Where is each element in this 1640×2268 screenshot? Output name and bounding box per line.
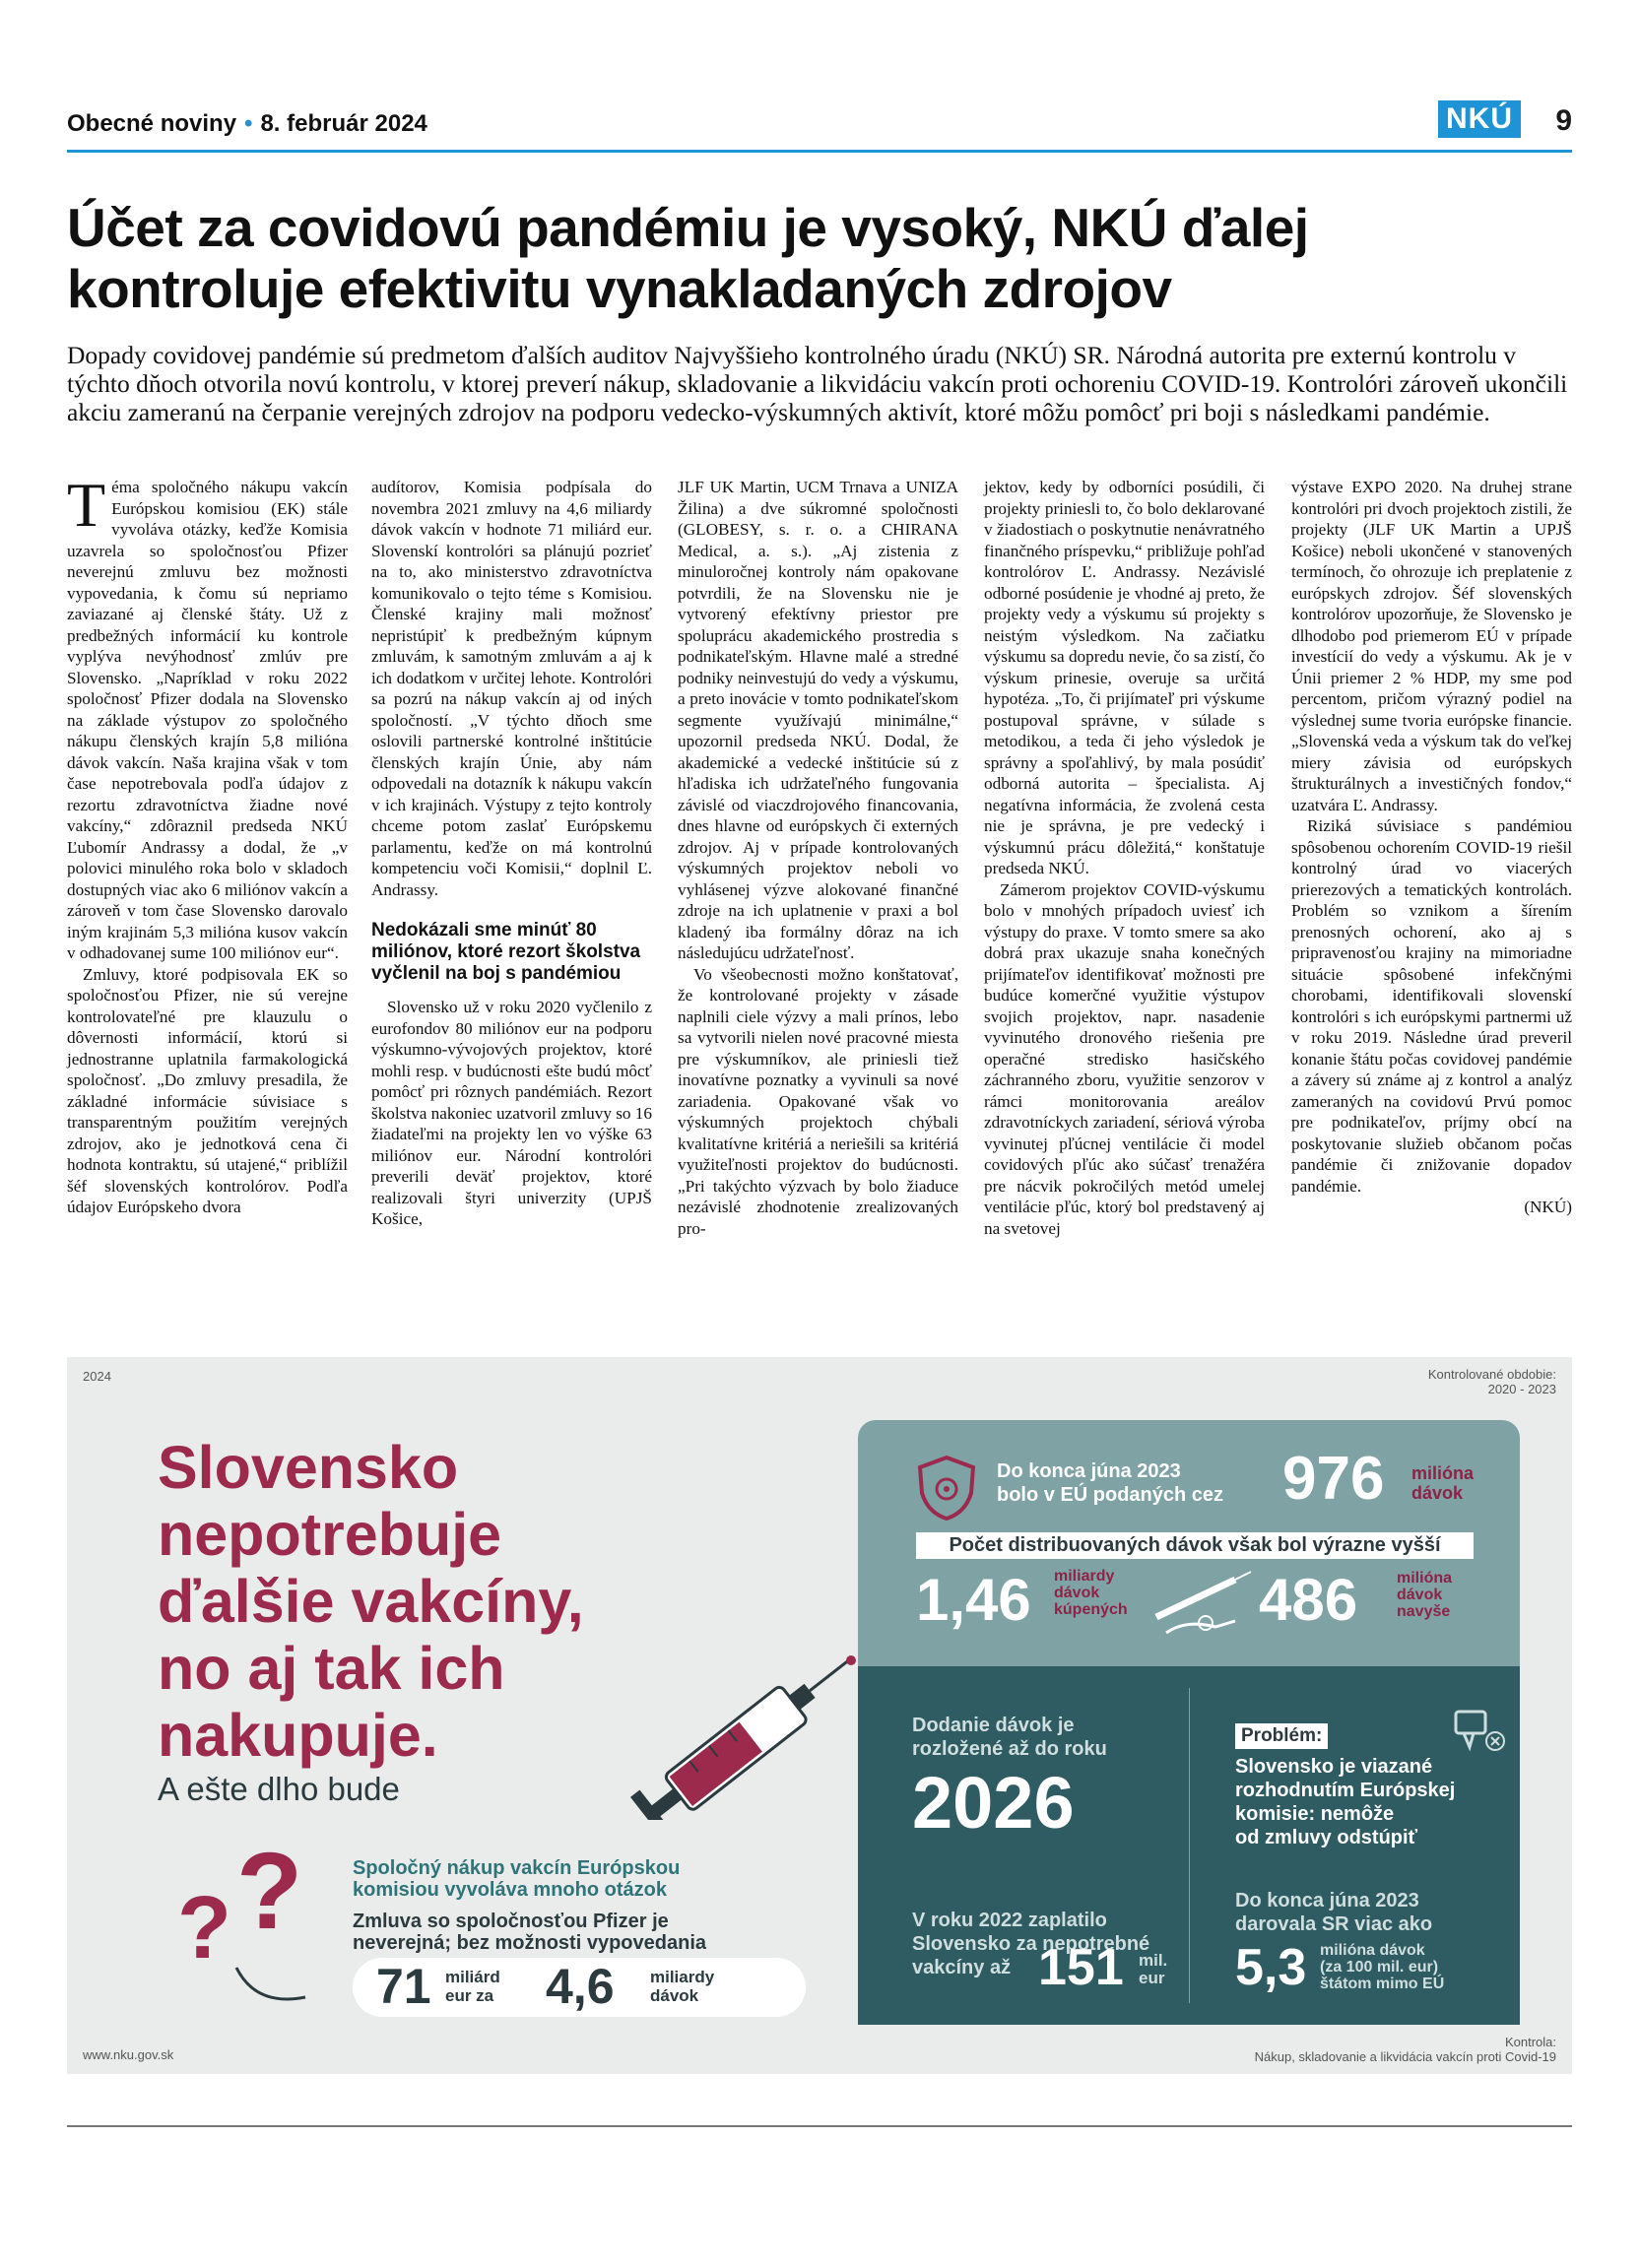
publication-line xyxy=(67,110,427,138)
question-marks-icon xyxy=(177,1849,335,2007)
eu-doses-text: Do konca júna 2023 bolo v EÚ podaných cez xyxy=(997,1460,1224,1506)
infographic-title: Slovensko nepotrebuje ďalšie vakcíny, no aj tak ich nakupuje. xyxy=(158,1434,584,1769)
paragraph: Zmluvy, ktoré podpisovala EK so spoločnosťou Pfizer, nie sú verejne kontrolovateľné pre klauzulu o dôvernosti informácií, ktorú si jednostranne uplatnila farmakologická spoločnosť. „Do zmluvy presadila, že základné informácie súvisiace s transparentným použitím verejných zdrojov, ako je jednotková cena či hodnota kontraktu, sú utajené,“ priblížil šéf slovenských kontrolórov. Podľa údajov Európskeho dvora xyxy=(67,964,348,1216)
bought-unit: miliardy dávok kúpených xyxy=(1054,1568,1128,1618)
control-period: Kontrolované obdobie: 2020 - 2023 xyxy=(1427,1367,1556,1396)
publication-name: Obecné noviny xyxy=(67,110,237,137)
headline-line-1: Účet za covidovú pandémiu je vysoký, NKÚ ďalej xyxy=(67,197,1309,258)
amount-71: 71 xyxy=(376,1959,431,2014)
column-3 xyxy=(678,477,958,1239)
common-purchase-heading: Spoločný nákup vakcín Európskou komisiou vyvoláva mnoho otázok xyxy=(353,1857,681,1901)
bought-146: 1,46 xyxy=(916,1567,1031,1633)
section-subhead: Nedokázali sme minúť 80 miliónov, ktoré rezort školstva vyčlenil na boj s pandémiou xyxy=(371,920,641,984)
nku-website: www.nku.gov.sk xyxy=(83,2047,174,2062)
amount-46-unit: miliardy dávok xyxy=(650,1968,715,2005)
page-number: 9 xyxy=(1555,104,1572,137)
article-body xyxy=(67,470,1572,1339)
donated-53: 5,3 xyxy=(1235,1939,1307,1996)
column-5 xyxy=(1291,477,1572,1218)
control-name: Kontrola: Nákup, skladovanie a likvidácia vakcín proti Covid-19 xyxy=(1254,2035,1556,2064)
svg-text:?: ? xyxy=(236,1849,303,1952)
eu-doses-976: 976 xyxy=(1282,1445,1385,1513)
infographic-subtitle: A ešte dlho bude xyxy=(158,1771,400,1807)
paragraph: JLF UK Martin, UCM Trnava a UNIZA Žilina) a dve súkromné spoločnosti (GLOBESY, s. r. o. a CHIRANA Medical, a. s.). „Aj zistenia z minuloročnej kontroly nám opakovane potvrdili, že na Slovensku nie je vytvorený efektívny priestor pre spoluprácu akademického prostredia s podnikateľským. Hlavne malé a stredné podniky neinvestujú do vedy a výskumu, a preto inovácie v tomto podnikateľskom segmente využívajú minimálne,“ upozornil predseda NKÚ. Dodal, že akademické a vedecké inštitúcie sú z hľadiska ich udržateľného fungovania závislé od viaczdrojového financovania, dnes hlavne od európskych či externých zdrojov. Aj v prípade kontrolovaných výskumných projektov neboli vo vyhlásenej výzve alokované finančné zdroje na ich uplatnenie v praxi a bol kladený iba formálny dôraz na ich následujúcu udržateľnosť. xyxy=(678,478,958,962)
paragraph: Slovensko už v roku 2020 vyčlenilo z eurofondov 80 miliónov eur na podporu výskumno-vývojových projektov, ktoré mohli resp. v budúcnosti ešte budú môcť pomôcť pri rôznych pandémiách. Rezort školstva nakoniec uzatvoril zmluvy so 16 žiadateľmi na projekty len vo výške 63 miliónov eur. Národní kontrolóri preverili deväť projektov, ktoré realizovali štyri univerzity (UPJŠ Košice, xyxy=(371,998,652,1228)
column-1 xyxy=(67,470,348,1218)
syringe-hand-icon xyxy=(1147,1568,1255,1637)
article-signature: (NKÚ) xyxy=(1524,1198,1572,1216)
problem-text: Slovensko je viazané rozhodnutím Európskej komisie: nemôže od zmluvy odstúpiť xyxy=(1235,1756,1456,1848)
paragraph: výstave EXPO 2020. Na druhej strane kontrolóri pri dvoch projektoch zistili, že projekty (JLF UK Martin a UPJŠ Košice) neboli ukončené v stanovených termínoch, čo ohrozuje ich preplatenie z európskych zdrojov. Šéf slovenských kontrolórov upozorňuje, že Slovensko je dlhodobo pod priemerom EÚ v prípade investícií do vedy a výskumu. Ak je v Únii priemer 2 % HDP, my sme pod percentom, pričom výrazný podiel na výslednej sume tvoria európske financie. „Slovenská veda a výskum tak do veľkej miery závisia od európskych štrukturálnych a investičných fondov,“ uzatvára Ľ. Andrassy. xyxy=(1291,478,1572,814)
pfizer-contract-note: Zmluva so spoločnosťou Pfizer je neverejná; bez možnosti vypovedania xyxy=(353,1911,706,1954)
shield-virus-icon xyxy=(912,1454,981,1523)
problem-label: Problém: xyxy=(1235,1723,1328,1749)
nku-logo: NKÚ xyxy=(1438,100,1521,138)
distributed-heading: Počet distribuovaných dávok však bol výrazne vyšší xyxy=(916,1532,1474,1559)
paragraph: jektov, kedy by odborníci posúdili, či projekty priniesli to, čo bolo deklarované v žiadostiach o poskytnutie nenávratného finančného príspevku,“ približuje pohľad kontrolórov Ľ. Andrassy. Nezávislé odborné posúdenie je vhodné aj preto, že projekty vedy a výskumu sú projekty s neistým výsledkom. Na začiatku výskumu sa dopredu nevie, čo sa zistí, čo výskum prinesie, overuje sa určitá hypotéza. „To, či prijímateľ pri výskume postupoval správne, v súlade s metodikou, a teda či jeho výsledok je správny a spoľahlivý, by mala posúdiť odborná autorita – špecialista. Aj negatívna informácia, že zvolená cesta nie je správna, je pre vedecký i výskumnú prácu dôležitá,“ konštatuje predseda NKÚ. xyxy=(984,478,1265,877)
paragraph: audítorov, Komisia podpísala do novembra 2021 zmluvy na 4,6 miliardy dávok vakcín v hodnote 71 miliárd eur. Slovenskí kontrolóri sa plánujú pozrieť na to, ako ministerstvo zdravotníctva komunikovalo o tejto téme s Komisiou. Členské krajiny mali možnosť nepristúpiť k predbežným kúpnym zmluvám, k samotným zmluvám a aj k ich dodatkom v určitej lehote. Kontrolóri sa pozrú na nákup vakcín aj od iných spoločností. „V týchto dňoch sme oslovili partnerské kontrolné inštitúcie členských krajín Únie, aby nám odpovedali na dotazník k nákupu vakcín v ich krajinách. Výstupy z tejto kontroly chceme potom zaslať Európskemu parlamentu, keďže on má kontrolnú kompetenciu voči Komisii,“ doplnil Ľ. Andrassy. xyxy=(371,478,652,899)
column-2 xyxy=(371,477,652,1230)
delivery-year: 2026 xyxy=(912,1762,1075,1844)
delivery-text: Dodanie dávok je rozložené až do roku xyxy=(912,1715,1107,1760)
eu-doses-unit: milióna dávok xyxy=(1411,1463,1475,1503)
donated-unit: milióna dávok (za 100 mil. eur) štátom mimo EÚ xyxy=(1320,1942,1445,1992)
paragraph: Riziká súvisiace s pandémiou spôsobenou ochorením COVID-19 riešil kontrolný úrad vo viacerých prierezových a tematických kontrolách. Problém so vznikom a šírením prenosných ochorení, ako aj s pripravenosťou krajiny na mimoriadne situácie spôsobené infekčnými chorobami, identifikovali slovenskí kontrolóri s ich európskymi partnermi už v roku 2019. Následne úrad preveril konanie štátu počas covidovej pandémie a závery sú známe aj z kontrol a analýz zameraných na covidovú Prvú pomoc pre podnikateľov, príjmy obcí na poskytovanie služieb občanom počas pandémie či znižovanie dopadov pandémie. xyxy=(1291,816,1572,1196)
column-4 xyxy=(984,477,1265,1239)
paragraph: Vo všeobecnosti možno konštatovať, že kontrolované projekty v zásade naplnili ciele výzvy a mali prínos, lebo sa vytvorili nielen nové pracovné miesta pre výskumníkov, ale priniesli tiež inovatívne poznatky a vyvinuli sa nové zariadenia. Opakované však vo výskumných projektoch chýbali kvalitatívne kritériá a neriešili sa kritériá využiteľnosti projektov do budúcnosti. „Pri takýchto výzvach by bolo žiaduce nezávislé zhodnotenie zrealizovaných pro- xyxy=(678,964,958,1238)
separator-dot: • xyxy=(244,110,253,137)
paragraph: Téma spoločného nákupu vakcín Európskou komisiou (EK) stále vyvoláva otázky, keďže Komisia uzavrela so spoločnosťou Pfizer neverejnú zmluvu bez možnosti vypovedania, k čomu sú nepriamo zaviazané aj členské štáty. Už z predbežných informácií ku kontrole vyplýva nevýhodnosť zmlúv pre Slovensko. „Napríklad v roku 2022 spoločnosť Pfizer dodala na Slovensko na základe výstupov zo spoločného nákupu členských krajín 5,8 milióna dávok vakcín. Naša krajina však v tom čase nepotrebovala podľa údajov z rezortu zdravotníctva žiadne nové vakcíny,“ zdôraznil predseda NKÚ Ľubomír Andrassy a dodal, že „v polovici minulého roka bolo v skladoch dostupných viac ako 6 miliónov vakcín a zároveň v tom čase Slovensko darovalo iným krajinám 5,3 milióna kusov vakcín v odhadovanej sume 100 miliónov eur“. xyxy=(67,470,348,962)
syringe-icon xyxy=(619,1652,885,1820)
donated-text: Do konca júna 2023 darovala SR viac ako xyxy=(1235,1890,1433,1935)
extra-486: 486 xyxy=(1259,1567,1358,1633)
paid-151: 151 xyxy=(1038,1939,1124,1996)
issue-date: 8. február 2024 xyxy=(260,110,427,137)
svg-text:?: ? xyxy=(177,1879,231,1977)
amount-46: 4,6 xyxy=(546,1959,615,2014)
panel-divider xyxy=(1189,1688,1190,2003)
drop-cap: T xyxy=(67,470,106,540)
amount-71-unit: miliárd eur za xyxy=(445,1968,500,2005)
page-header xyxy=(67,98,1572,146)
article-lead: Dopady covidovej pandémie sú predmetom ďalších auditov Najvyššieho kontrolného úradu (NKÚ) SR. Národná autorita pre externú kontrolu v týchto dňoch otvorila novú kontrolu, v ktorej preverí nákup, skladovanie a likvidáciu vakcín proti ochoreniu COVID-19. Kontrolóri zároveň ukončili akciu zameranú na čerpanie verejných zdrojov na podporu vedecko-výskumných aktivít, ktoré môžu pomôcť pri boji s následkami pandémie. xyxy=(67,341,1568,426)
article-headline xyxy=(67,197,1572,319)
header-rule xyxy=(67,150,1572,153)
headline-line-2: kontroluje efektivitu vynakladaných zdrojov xyxy=(67,258,1172,319)
paid-text: V roku 2022 zaplatilo Slovensko za nepotrebné vakcíny až xyxy=(912,1910,1150,1978)
vaccine-infographic xyxy=(67,1357,1572,2074)
paid-unit: mil. eur xyxy=(1139,1951,1168,1987)
extra-unit: milióna dávok navyše xyxy=(1397,1570,1453,1620)
common-purchase-block xyxy=(353,1857,845,1954)
contract-amounts xyxy=(353,1958,806,2017)
paragraph: Zámerom projektov COVID-výskumu bolo v mnohých prípadoch uviesť ich výstupy do praxe. V tomto smere sa ako dobrá prax ukazuje snaha konečných prijímateľov identifikovať možnosti pre budúce komerčné využitie výstupov svojich projektov, napr. nasadenie vyvinutého dronového riešenia pre operačné stredisko hasičského záchranného zboru, využitie senzorov v rámci monitorovania areálov zdravotníckych zariadení, sériová výroba vyvinutej pľúcnej ventilácie či model covidových pľúc ako súčasť trenažéra pre nácvik pokročilých metód umelej ventilácie pľúc, ktorý bol predstavený aj na svetovej xyxy=(984,879,1265,1238)
footer-rule xyxy=(67,2125,1572,2127)
infographic-year: 2024 xyxy=(83,1369,111,1384)
thumbs-down-icon xyxy=(1450,1706,1507,1755)
